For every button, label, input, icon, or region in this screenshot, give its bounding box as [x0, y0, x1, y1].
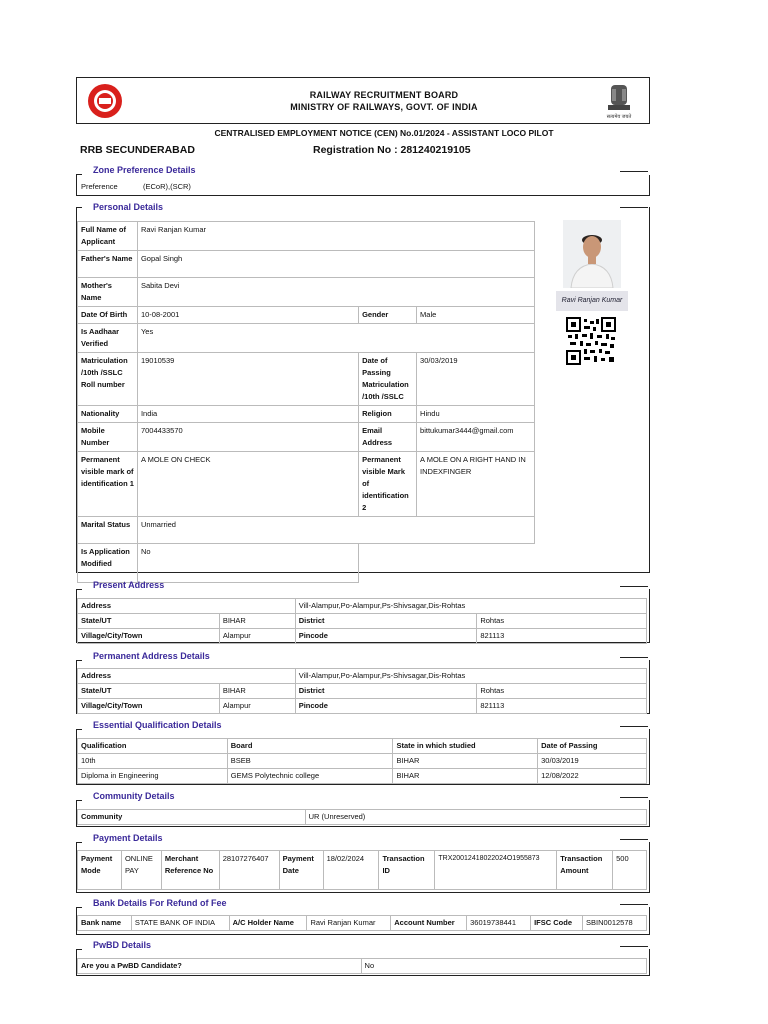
dob-label: Date Of Birth	[78, 307, 138, 324]
qual-cell: Diploma in Engineering	[78, 769, 228, 784]
bank-tick-left	[76, 907, 82, 908]
permanent-tick-left	[76, 660, 82, 661]
payment-title: Payment Details	[93, 833, 163, 843]
table-row	[78, 739, 647, 754]
present-table	[77, 598, 647, 644]
nationality-label: Nationality	[78, 406, 138, 423]
registration-number: Registration No : 281240219105	[313, 144, 471, 156]
table-row	[78, 699, 647, 714]
pwbd-label: Are you a PwBD Candidate?	[78, 959, 362, 974]
table-row	[78, 452, 535, 517]
personal-table	[77, 221, 535, 583]
ifsc-value: SBIN0012578	[582, 916, 646, 931]
gender-label: Gender	[359, 307, 417, 324]
pwbd-value: No	[361, 959, 646, 974]
mother-label: Mother's Name	[78, 278, 138, 307]
email-value: bittukumar3444@gmail.com	[417, 423, 535, 452]
mobile-label: Mobile Number	[78, 423, 138, 452]
qual-header-qualification: Qualification	[78, 739, 228, 754]
personal-tick-right	[620, 207, 648, 208]
modified-label: Is Application Modified	[78, 544, 138, 583]
personal-title: Personal Details	[93, 202, 164, 212]
applicant-photo	[563, 220, 621, 288]
modified-value: No	[137, 544, 358, 583]
notice-title: CENTRALISED EMPLOYMENT NOTICE (CEN) No.01/2024 - ASSISTANT LOCO PILOT	[214, 128, 554, 138]
mark2-value: A MOLE ON A RIGHT HAND IN INDEXFINGER	[417, 452, 535, 517]
rrb-name: RRB SECUNDERABAD	[80, 144, 195, 156]
qual-cell: BSEB	[227, 754, 393, 769]
permanent-table	[77, 668, 647, 714]
table-row	[78, 669, 647, 684]
permanent-title: Permanent Address Details	[93, 651, 210, 661]
table-row	[78, 629, 647, 644]
qual-cell: BIHAR	[393, 769, 538, 784]
mobile-value: 7004433570	[137, 423, 358, 452]
qual-cell: 30/03/2019	[538, 754, 647, 769]
permanent-address-label: Address	[78, 669, 296, 684]
table-row	[78, 916, 647, 931]
table-row	[78, 517, 535, 544]
present-pincode-value: 821113	[477, 629, 647, 644]
signature-image: Ravi Ranjan Kumar	[556, 291, 628, 311]
payment-date-label: Payment Date	[279, 851, 323, 890]
payment-date-value: 18/02/2024	[323, 851, 379, 890]
holder-value: Ravi Ranjan Kumar	[307, 916, 391, 931]
qualification-tick-right	[620, 726, 648, 727]
bank-table	[77, 915, 647, 931]
present-state-label: State/UT	[78, 614, 220, 629]
zone-title: Zone Preference Details	[93, 165, 196, 175]
qualification-title: Essential Qualification Details	[93, 720, 222, 730]
table-row	[78, 353, 535, 406]
payment-tick-right	[620, 839, 648, 840]
qual-cell: GEMS Polytechnic college	[227, 769, 393, 784]
gender-value: Male	[417, 307, 535, 324]
present-address-label: Address	[78, 599, 296, 614]
table-row	[78, 406, 535, 423]
payment-mode-label: Payment Mode	[78, 851, 122, 890]
qualification-table	[77, 738, 647, 784]
preference-value: (ECoR),(SCR)	[143, 182, 191, 191]
emblem-motto: सत्यमेव जयते	[606, 114, 632, 120]
full-name-label: Full Name of Applicant	[78, 222, 138, 251]
holder-label: A/C Holder Name	[229, 916, 307, 931]
religion-value: Hindu	[417, 406, 535, 423]
person-icon	[563, 220, 621, 288]
table-row	[78, 222, 535, 251]
transaction-amount-label: Transaction Amount	[557, 851, 613, 890]
bank-name-label: Bank name	[78, 916, 132, 931]
table-row	[78, 614, 647, 629]
national-emblem-icon	[602, 81, 636, 121]
table-row	[78, 959, 647, 974]
transaction-amount-value: 500	[613, 851, 647, 890]
pwbd-tick-left	[76, 949, 82, 950]
permanent-state-label: State/UT	[78, 684, 220, 699]
ifsc-label: IFSC Code	[531, 916, 583, 931]
table-row	[78, 810, 647, 825]
community-tick-left	[76, 800, 82, 801]
aadhaar-value: Yes	[137, 324, 534, 353]
table-row	[78, 851, 647, 890]
bank-tick-right	[620, 904, 648, 905]
father-value: Gopal Singh	[137, 251, 534, 278]
table-row	[78, 544, 535, 583]
permanent-district-value: Rohtas	[477, 684, 647, 699]
mark1-value: A MOLE ON CHECK	[137, 452, 358, 517]
community-value: UR (Unreserved)	[305, 810, 646, 825]
qr-code-icon	[566, 317, 616, 365]
nationality-value: India	[137, 406, 358, 423]
pwbd-title: PwBD Details	[93, 940, 152, 950]
permanent-tick-right	[620, 657, 648, 658]
permanent-state-value: BIHAR	[219, 684, 295, 699]
qual-cell: BIHAR	[393, 754, 538, 769]
permanent-village-label: Village/City/Town	[78, 699, 220, 714]
account-value: 36019738441	[467, 916, 531, 931]
marital-value: Unmarried	[137, 517, 534, 544]
present-village-label: Village/City/Town	[78, 629, 220, 644]
table-row	[78, 278, 535, 307]
board-name: RAILWAY RECRUITMENT BOARD	[309, 90, 459, 100]
pwbd-tick-right	[620, 946, 648, 947]
preference-label: Preference	[81, 182, 118, 191]
table-row	[78, 423, 535, 452]
present-address-value: Vill-Alampur,Po-Alampur,Ps-Shivsagar,Dis-Rohtas	[295, 599, 646, 614]
table-row	[78, 251, 535, 278]
payment-mode-value: ONLINE PAY	[121, 851, 161, 890]
full-name-value: Ravi Ranjan Kumar	[137, 222, 534, 251]
pass-date-value: 30/03/2019	[417, 353, 535, 406]
qual-cell: 10th	[78, 754, 228, 769]
transaction-id-label: Transaction ID	[379, 851, 435, 890]
personal-tick-left	[76, 207, 82, 208]
present-district-value: Rohtas	[477, 614, 647, 629]
permanent-address-value: Vill-Alampur,Po-Alampur,Ps-Shivsagar,Dis-Rohtas	[295, 669, 646, 684]
community-label: Community	[78, 810, 306, 825]
payment-table	[77, 850, 647, 890]
present-state-value: BIHAR	[219, 614, 295, 629]
qual-cell: 12/08/2022	[538, 769, 647, 784]
permanent-district-label: District	[295, 684, 477, 699]
qual-header-date: Date of Passing	[538, 739, 647, 754]
community-title: Community Details	[93, 791, 175, 801]
pwbd-table	[77, 958, 647, 974]
qual-header-board: Board	[227, 739, 393, 754]
zone-tick-right	[620, 171, 648, 172]
email-label: Email Address	[359, 423, 417, 452]
pass-date-label: Date of Passing Matriculation /10th /SSLC	[359, 353, 417, 406]
permanent-village-value: Alampur	[219, 699, 295, 714]
payment-tick-left	[76, 842, 82, 843]
present-village-value: Alampur	[219, 629, 295, 644]
merchant-ref-label: Merchant Reference No	[161, 851, 219, 890]
railway-logo-icon	[82, 83, 128, 119]
community-tick-right	[620, 797, 648, 798]
present-pincode-label: Pincode	[295, 629, 477, 644]
transaction-id-value: TRX20012418022024O1955873	[435, 851, 557, 890]
zone-tick-left	[76, 174, 82, 175]
religion-label: Religion	[359, 406, 417, 423]
present-tick-right	[620, 586, 648, 587]
dob-value: 10-08-2001	[137, 307, 358, 324]
community-table	[77, 809, 647, 825]
table-row	[78, 307, 535, 324]
present-title: Present Address	[93, 580, 165, 590]
qualification-tick-left	[76, 729, 82, 730]
permanent-pincode-value: 821113	[477, 699, 647, 714]
present-tick-left	[76, 589, 82, 590]
mark1-label: Permanent visible mark of identification 1	[78, 452, 138, 517]
header-box	[76, 77, 650, 124]
bank-title: Bank Details For Refund of Fee	[93, 898, 227, 908]
table-row	[78, 324, 535, 353]
qual-header-state: State in which studied	[393, 739, 538, 754]
table-row	[78, 769, 647, 784]
table-row	[78, 754, 647, 769]
marital-label: Marital Status	[78, 517, 138, 544]
mother-value: Sabita Devi	[137, 278, 534, 307]
matric-value: 19010539	[137, 353, 358, 406]
table-row	[78, 684, 647, 699]
father-label: Father's Name	[78, 251, 138, 278]
permanent-pincode-label: Pincode	[295, 699, 477, 714]
table-row	[78, 599, 647, 614]
mark2-label: Permanent visible Mark of identification 2	[359, 452, 417, 517]
merchant-ref-value: 28107276407	[219, 851, 279, 890]
bank-name-value: STATE BANK OF INDIA	[131, 916, 229, 931]
account-label: Account Number	[391, 916, 467, 931]
ministry-name: MINISTRY OF RAILWAYS, GOVT. OF INDIA	[290, 102, 478, 112]
present-district-label: District	[295, 614, 477, 629]
aadhaar-label: Is Aadhaar Verified	[78, 324, 138, 353]
matric-label: Matriculation /10th /SSLC Roll number	[78, 353, 138, 406]
